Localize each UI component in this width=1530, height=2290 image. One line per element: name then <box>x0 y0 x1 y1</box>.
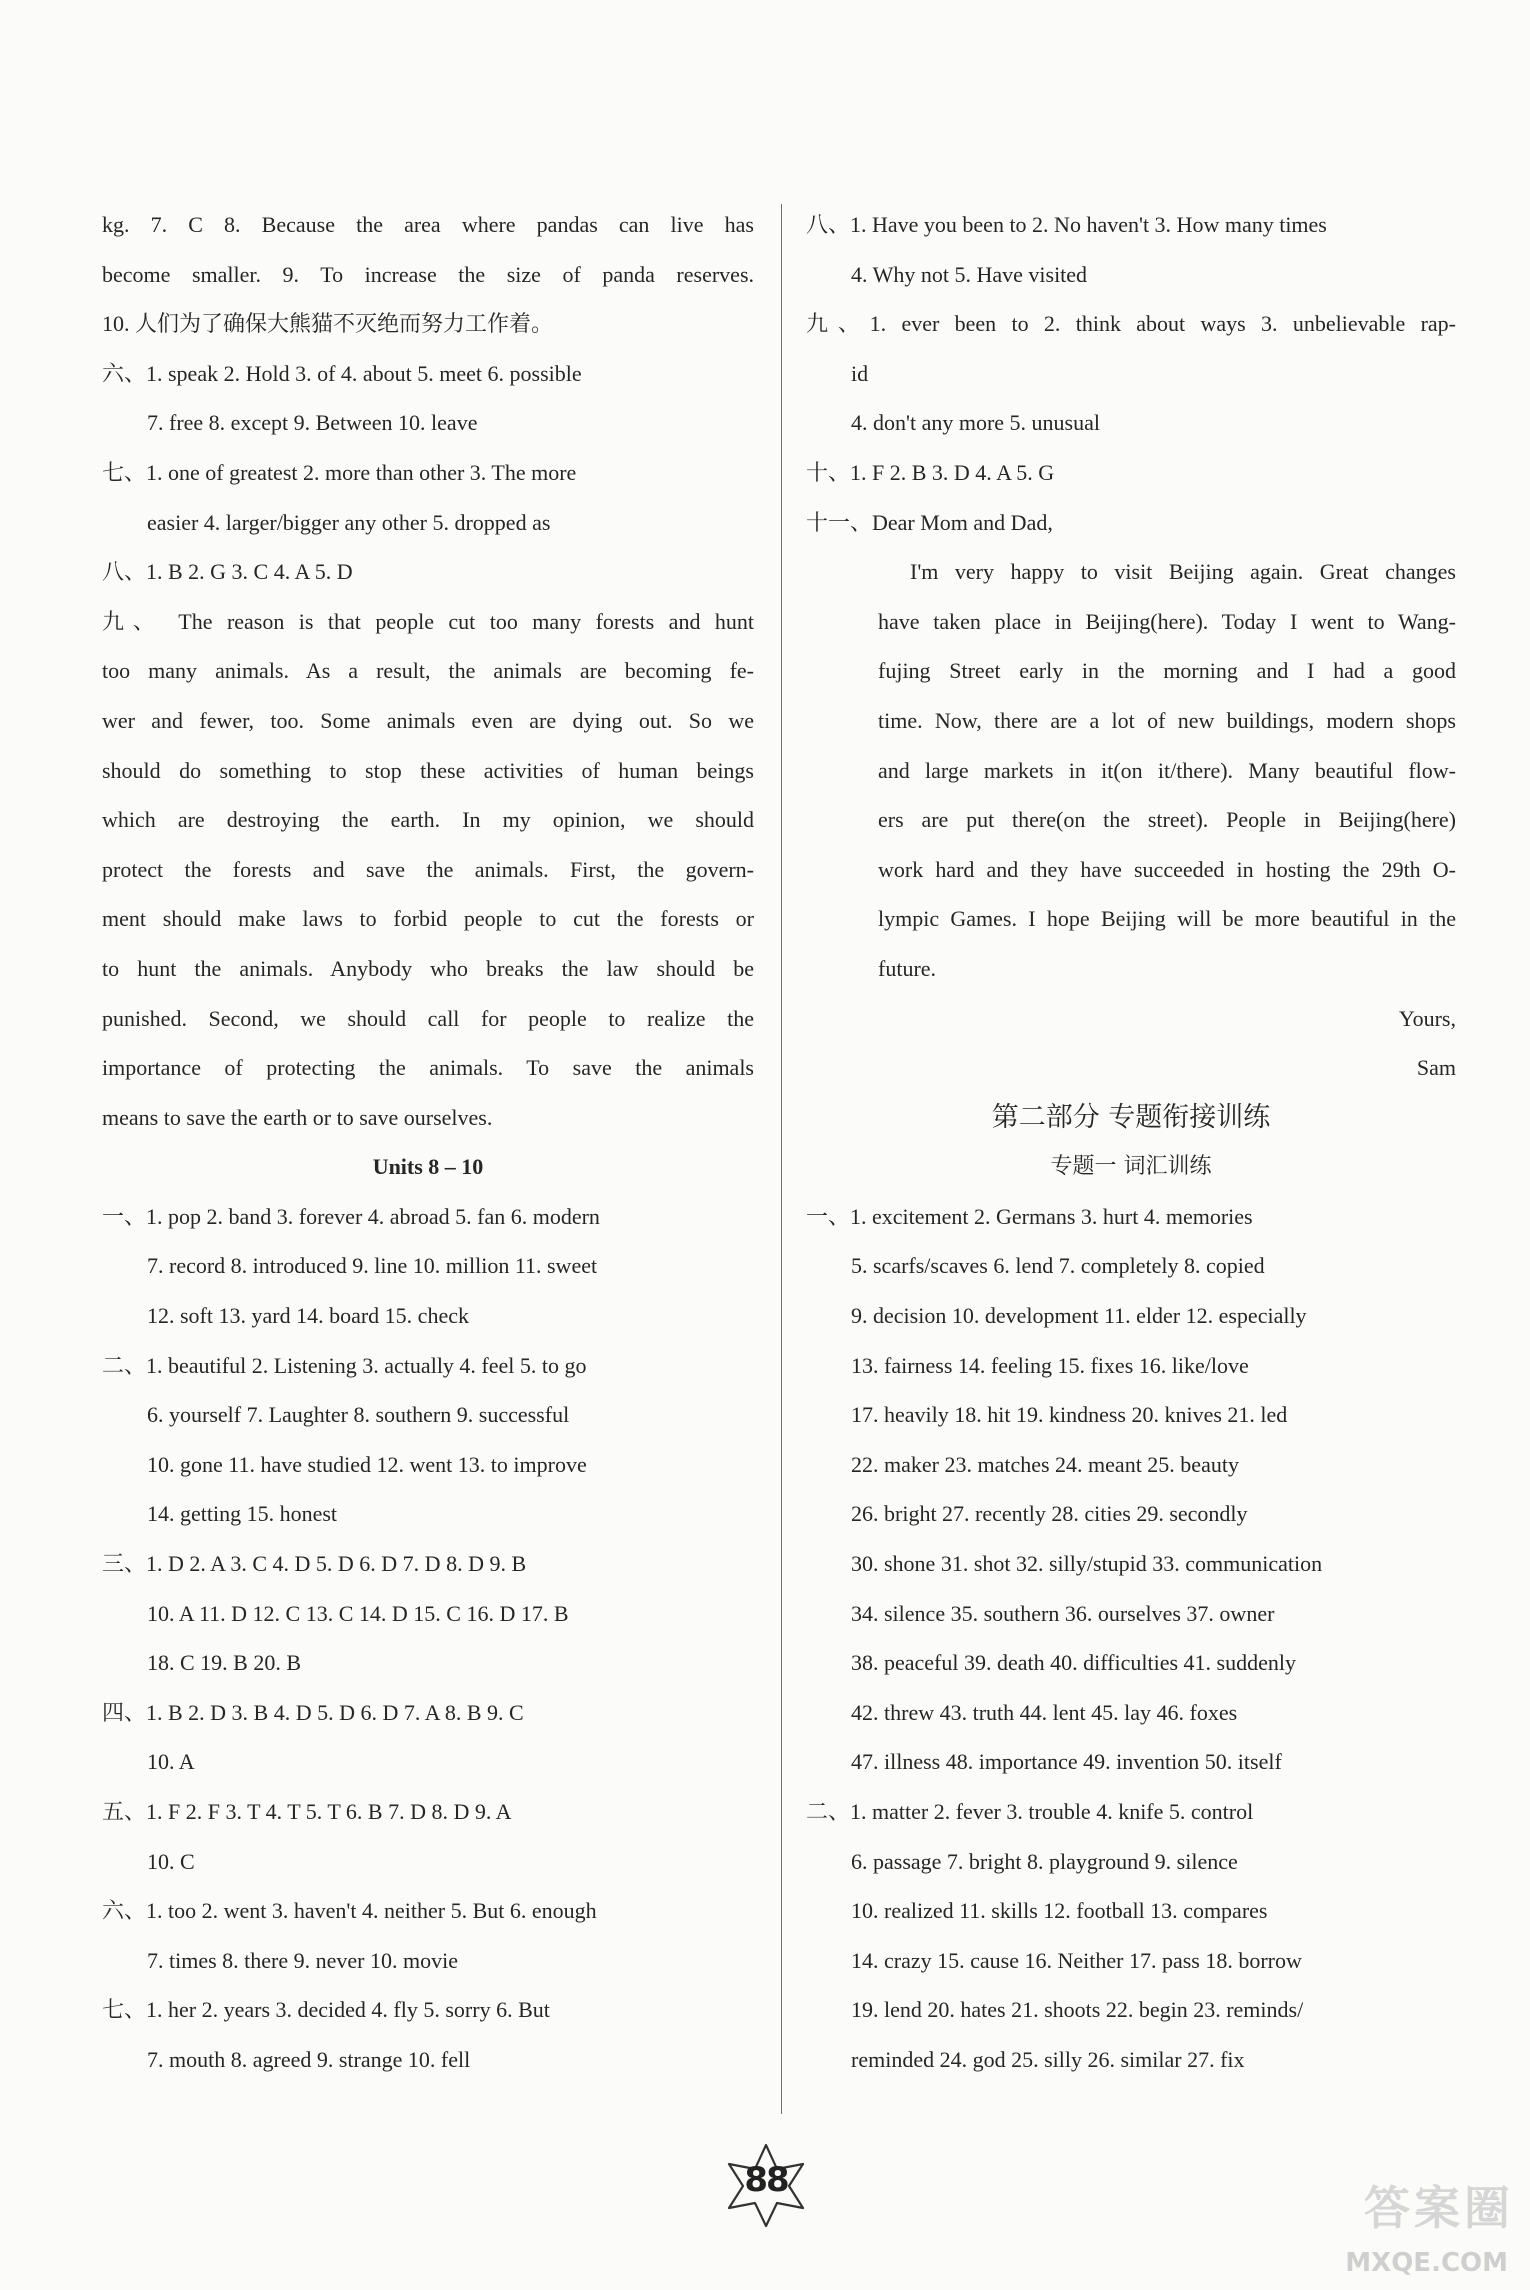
left-line: 七、1. her 2. years 3. decided 4. fly 5. sorry 6. But <box>102 1997 550 2023</box>
left-line: 六、1. too 2. went 3. haven't 4. neither 5. But 6. enough <box>102 1898 597 1924</box>
left-line: 7. mouth 8. agreed 9. strange 10. fell <box>147 2046 471 2072</box>
right-line: 38. peaceful 39. death 40. difficulties 41. suddenly <box>851 1650 1296 1676</box>
left-line: 10. A 11. D 12. C 13. C 14. D 15. C 16. D 17. B <box>147 1600 569 1626</box>
left-line: 五、1. F 2. F 3. T 4. T 5. T 6. B 7. D 8. D 9. A <box>102 1799 512 1824</box>
left-line: kg. 7. C 8. Because the area where pandas can live has <box>102 212 754 237</box>
right-line: 九、1. ever been to 2. think about ways 3. unbelievable rap- <box>806 311 1456 337</box>
left-line: 7. free 8. except 9. Between 10. leave <box>147 410 478 436</box>
left-line: 14. getting 15. honest <box>147 1501 338 1527</box>
right-line: 八、1. Have you been to 2. No haven't 3. How many times <box>806 212 1327 237</box>
right-line: 十、1. F 2. B 3. D 4. A 5. G <box>806 459 1055 485</box>
left-line: 二、1. beautiful 2. Listening 3. actually 4. feel 5. to go <box>102 1352 587 1378</box>
left-line: become smaller. 9. To increase the size of panda reserves. <box>102 261 754 287</box>
left-line: means to save the earth or to save ourselves. <box>102 1104 493 1130</box>
right-line: id <box>851 360 869 386</box>
right-line: Yours, <box>1398 1005 1456 1031</box>
right-line: time. Now, there are a lot of new buildings, modern shops <box>878 707 1456 733</box>
left-line: wer and fewer, too. Some animals even are dying out. So we <box>102 707 754 733</box>
left-column <box>102 200 754 2085</box>
left-line: 10. 人们为了确保大熊猫不灭绝而努力工作着。 <box>102 311 554 337</box>
left-line: 18. C 19. B 20. B <box>147 1650 302 1676</box>
left-line: protect the forests and save the animals. First, the govern- <box>102 856 754 882</box>
right-line: have taken place in Beijing(here). Today I went to Wang- <box>878 608 1456 634</box>
right-line: 6. passage 7. bright 8. playground 9. silence <box>851 1848 1238 1874</box>
right-line: 26. bright 27. recently 28. cities 29. secondly <box>851 1501 1248 1527</box>
left-line: 12. soft 13. yard 14. board 15. check <box>147 1303 469 1329</box>
page-number: 88 <box>744 2160 788 2200</box>
right-line: fujing Street early in the morning and I had a good <box>878 658 1456 684</box>
left-line: 10. C <box>147 1848 195 1874</box>
right-line: I'm very happy to visit Beijing again. Great changes <box>910 559 1456 585</box>
right-line: 第二部分 专题衔接训练 <box>991 1101 1271 1133</box>
right-line: 4. don't any more 5. unusual <box>851 410 1100 436</box>
watermark-logo: 答案圈 <box>1364 2181 1514 2235</box>
right-column <box>806 200 1456 2085</box>
left-line: should do something to stop these activities of human beings <box>102 757 754 783</box>
left-line: Units 8 – 10 <box>372 1154 484 1180</box>
left-line: 六、1. speak 2. Hold 3. of 4. about 5. meet 6. possible <box>102 360 582 386</box>
left-line: 七、1. one of greatest 2. more than other 3. The more <box>102 459 577 485</box>
left-line: to hunt the animals. Anybody who breaks the law should be <box>102 955 754 981</box>
right-line: 9. decision 10. development 11. elder 12. especially <box>851 1303 1307 1329</box>
right-line: 专题一 词汇训练 <box>1050 1154 1212 1180</box>
left-line: 九、 The reason is that people cut too many forests and hunt <box>102 608 754 634</box>
right-line: 二、1. matter 2. fever 3. trouble 4. knife 5. control <box>806 1799 1254 1824</box>
right-line: 19. lend 20. hates 21. shoots 22. begin 23. reminds/ <box>851 1997 1304 2023</box>
left-line: 八、1. B 2. G 3. C 4. A 5. D <box>102 559 353 585</box>
right-line: 13. fairness 14. feeling 15. fixes 16. like/love <box>851 1352 1249 1378</box>
right-line: Sam <box>1416 1055 1456 1081</box>
left-line: importance of protecting the animals. To save the animals <box>102 1055 754 1081</box>
left-line: 7. times 8. there 9. never 10. movie <box>147 1947 458 1973</box>
left-line: 一、1. pop 2. band 3. forever 4. abroad 5. fan 6. modern <box>102 1203 600 1229</box>
watermark-url: MXQE.COM <box>1345 2248 1508 2278</box>
right-line: 17. heavily 18. hit 19. kindness 20. knives 21. led <box>851 1402 1288 1428</box>
left-line: 6. yourself 7. Laughter 8. southern 9. successful <box>147 1402 570 1428</box>
right-line: 42. threw 43. truth 44. lent 45. lay 46. foxes <box>851 1699 1238 1725</box>
right-line: ers are put there(on the street). People in Beijing(here) <box>878 807 1456 833</box>
right-line: 14. crazy 15. cause 16. Neither 17. pass 18. borrow <box>851 1947 1302 1973</box>
left-line: 7. record 8. introduced 9. line 10. million 11. sweet <box>147 1253 598 1279</box>
left-line: ment should make laws to forbid people to cut the forests or <box>102 906 754 932</box>
right-line: 30. shone 31. shot 32. silly/stupid 33. communication <box>851 1551 1323 1577</box>
right-line: 10. realized 11. skills 12. football 13. compares <box>851 1898 1268 1924</box>
left-line: too many animals. As a result, the animals are becoming fe- <box>102 658 754 684</box>
left-line: easier 4. larger/bigger any other 5. dropped as <box>147 509 551 535</box>
right-line: and large markets in it(on it/there). Many beautiful flow- <box>878 757 1456 783</box>
left-line: 四、1. B 2. D 3. B 4. D 5. D 6. D 7. A 8. B 9. C <box>102 1699 524 1725</box>
right-line: 十一、Dear Mom and Dad, <box>806 509 1053 535</box>
left-line: punished. Second, we should call for people to realize the <box>102 1005 754 1031</box>
column-divider <box>781 204 782 2114</box>
left-line: 10. A <box>147 1749 195 1775</box>
right-line: work hard and they have succeeded in hosting the 29th O- <box>878 856 1456 882</box>
right-line: 5. scarfs/scaves 6. lend 7. completely 8. copied <box>851 1253 1265 1279</box>
page-number-badge <box>723 2142 809 2228</box>
right-line: future. <box>878 955 937 981</box>
left-line: 三、1. D 2. A 3. C 4. D 5. D 6. D 7. D 8. D 9. B <box>102 1551 527 1577</box>
right-line: 47. illness 48. importance 49. invention 50. itself <box>851 1749 1282 1775</box>
right-line: lympic Games. I hope Beijing will be more beautiful in the <box>878 906 1456 932</box>
right-line: 4. Why not 5. Have visited <box>851 261 1088 287</box>
right-line: 34. silence 35. southern 36. ourselves 37. owner <box>851 1600 1275 1626</box>
left-line: which are destroying the earth. In my opinion, we should <box>102 807 754 833</box>
left-line: 10. gone 11. have studied 12. went 13. to improve <box>147 1451 587 1477</box>
right-line: 22. maker 23. matches 24. meant 25. beauty <box>851 1451 1239 1477</box>
right-line: 一、1. excitement 2. Germans 3. hurt 4. memories <box>806 1203 1253 1229</box>
right-line: reminded 24. god 25. silly 26. similar 27. fix <box>851 2046 1245 2072</box>
watermark <box>1294 2172 1514 2282</box>
